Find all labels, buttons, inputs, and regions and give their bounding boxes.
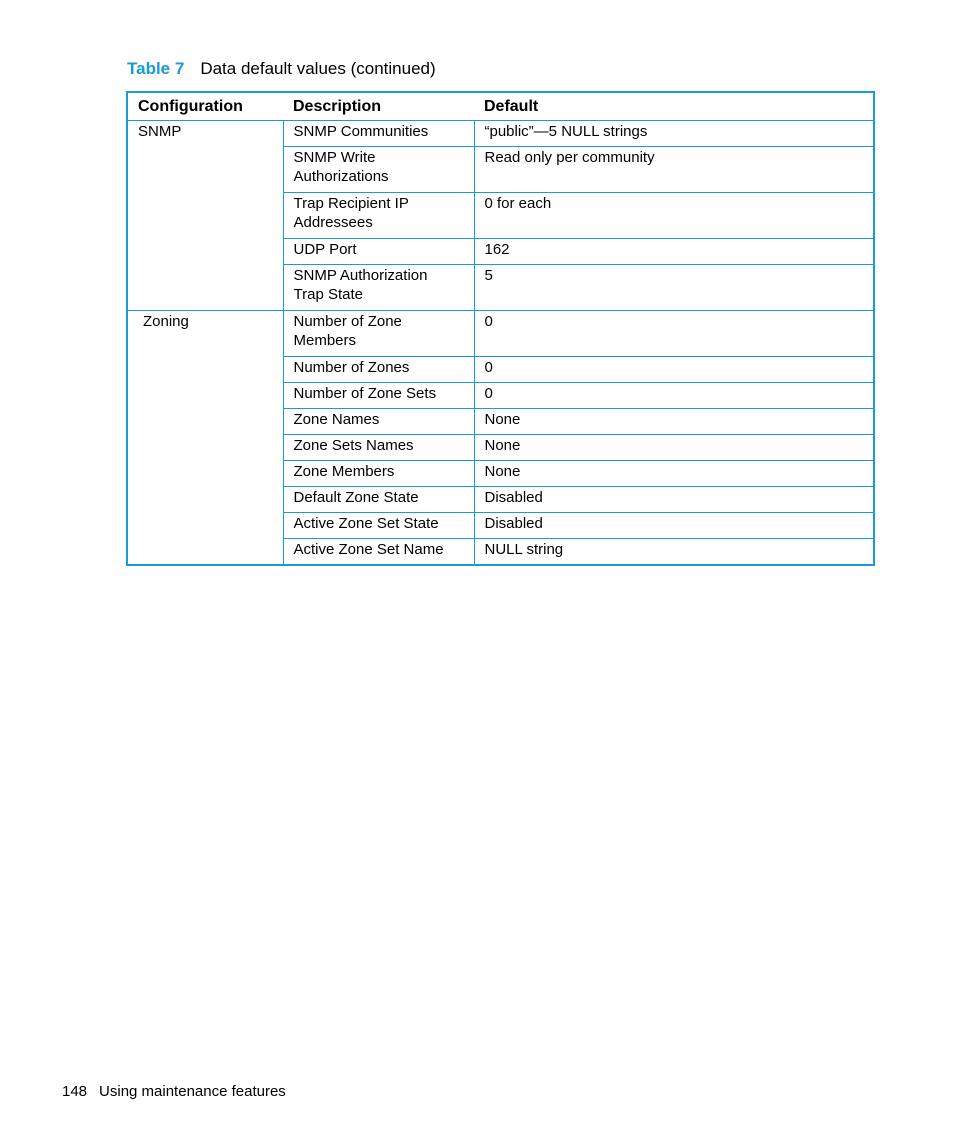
default-value-cell: 162 (474, 239, 874, 265)
description-cell (283, 311, 474, 357)
description-line: Addressees (293, 214, 373, 231)
description-cell (283, 193, 474, 239)
description-line: Default Zone State (293, 489, 419, 506)
description-line: Active Zone Set Name (293, 541, 444, 558)
default-value-cell: None (474, 435, 874, 461)
table-row (127, 121, 874, 147)
description-cell (283, 121, 474, 147)
header-description: Description (283, 92, 474, 121)
default-value-cell: 0 (474, 311, 874, 357)
page-footer (62, 1082, 286, 1102)
table-header-row (127, 92, 874, 121)
table-caption (127, 58, 436, 80)
table-body (127, 121, 874, 565)
table-number: Table 7 (127, 59, 185, 78)
description-line: Authorizations (293, 168, 389, 185)
configuration-cell: SNMP (127, 121, 283, 311)
description-cell (283, 147, 474, 193)
default-value-cell: 0 (474, 357, 874, 383)
header-configuration: Configuration (127, 92, 283, 121)
description-cell (283, 461, 474, 487)
description-cell (283, 487, 474, 513)
description-line: Members (293, 332, 357, 349)
default-value-cell: Read only per community (474, 147, 874, 193)
default-value-cell: 5 (474, 265, 874, 311)
data-default-values-table (126, 91, 875, 566)
description-line: SNMP Write (293, 149, 376, 166)
description-cell (283, 435, 474, 461)
description-line: UDP Port (293, 241, 357, 258)
description-line: Zone Names (293, 411, 380, 428)
default-value-cell: NULL string (474, 539, 874, 565)
description-line: Number of Zone Sets (293, 385, 437, 402)
default-value-cell: Disabled (474, 513, 874, 539)
description-line: Number of Zones (293, 359, 410, 376)
footer-section-title: Using maintenance features (99, 1083, 286, 1100)
description-line: Trap Recipient IP (293, 195, 409, 212)
description-line: SNMP Communities (293, 123, 429, 140)
description-line: Zone Sets Names (293, 437, 414, 454)
description-line: Active Zone Set State (293, 515, 439, 532)
description-line: Number of Zone (293, 313, 402, 330)
description-line: Trap State (293, 286, 363, 303)
default-value-cell: None (474, 461, 874, 487)
description-cell (283, 357, 474, 383)
default-value-cell: “public”—5 NULL strings (474, 121, 874, 147)
description-cell (283, 409, 474, 435)
table-row (127, 311, 874, 357)
description-line: Zone Members (293, 463, 395, 480)
description-cell (283, 539, 474, 565)
page-number: 148 (62, 1083, 88, 1100)
table-title: Data default values (continued) (200, 59, 436, 78)
default-value-cell: None (474, 409, 874, 435)
default-value-cell: 0 (474, 383, 874, 409)
description-cell (283, 383, 474, 409)
configuration-cell: Zoning (127, 311, 283, 565)
description-cell (283, 239, 474, 265)
description-cell (283, 265, 474, 311)
description-line: SNMP Authorization (293, 267, 428, 284)
header-default: Default (474, 92, 874, 121)
default-value-cell: 0 for each (474, 193, 874, 239)
description-cell (283, 513, 474, 539)
default-value-cell: Disabled (474, 487, 874, 513)
